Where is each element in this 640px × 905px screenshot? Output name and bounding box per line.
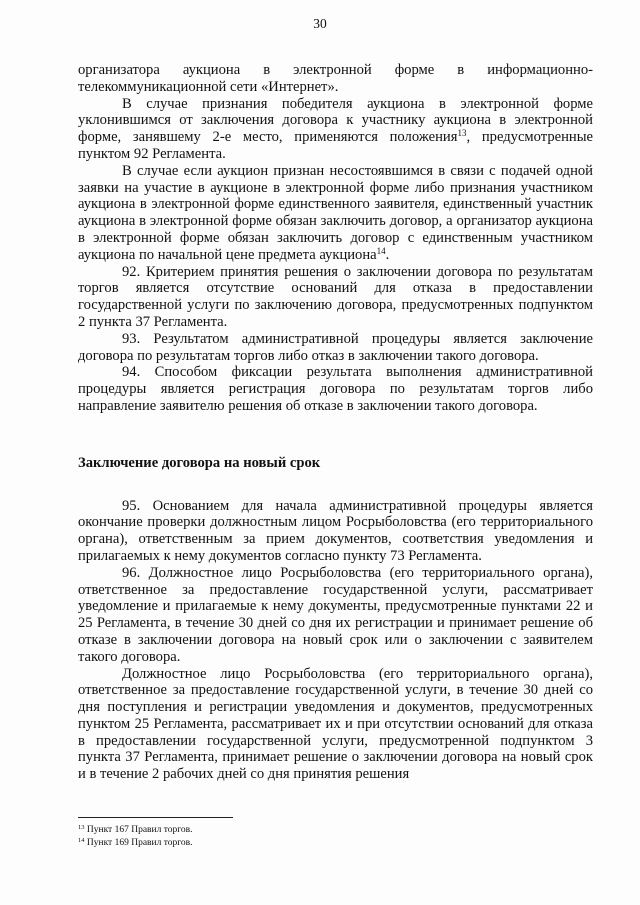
- paragraph-93: 93. Результатом административной процедуры является заключение договора по результатам торгов либо отказ в заключении такого договора.: [78, 330, 593, 364]
- page-number: 30: [313, 16, 327, 31]
- paragraph-text-tail: .: [385, 246, 390, 263]
- footnote-separator: [78, 817, 233, 818]
- paragraph-94: 94. Способом фиксации результата выполнения административной процедуры является регистрация договора по результатам торгов либо направление заявителю решения об отказе в заключении такого договора.: [78, 364, 593, 414]
- body-text: [78, 62, 593, 783]
- footnote-ref-14[interactable]: 14: [376, 245, 386, 256]
- paragraph-responsible-official: Должностное лицо Росрыболовства (его территориального органа), ответственное за предоставление государственной услуги, в течение 30 дней со дня поступления и регистрации уведомления и документов, предусмотренных пунктом 25 Регламента, рассматривает их и при отсутствии оснований для отказа в предоставлении государственной услуги, предусмотренной подпунктом 3 пункта 37 Регламента, принимает решение о заключении договора на новый срок и в течение 2 рабочих дней со дня принятия решения: [78, 665, 593, 783]
- footnotes: [78, 824, 593, 849]
- footnote-ref-13[interactable]: 13: [457, 128, 467, 139]
- footnote-item: [78, 824, 593, 837]
- paragraph-95: 95. Основанием для начала административной процедуры является окончание проверки должностным лицом Росрыболовства (его территориального органа), ответственным за прием документов, соответствия уведомления и прилагаемых к нему документов согласно пункту 73 Регламента.: [78, 497, 593, 564]
- footnote-number: 13: [78, 824, 85, 831]
- paragraph-winner-evasion: [78, 96, 593, 163]
- footnote-text: Пункт 169 Правил торгов.: [86, 837, 193, 848]
- paragraph-continuation: организатора аукциона в электронной форме в информационно-телекоммуникационной сети «Интернет».: [78, 62, 593, 95]
- paragraph-text: В случае если аукцион признан несостоявшимся в связи с подачей одной заявки на участие в аукционе в электронной форме либо признания участником аукциона в электронной форме единственного заявителя, единственный участник аукциона в электронной форме обязан заключить договор, а организатор аукциона в электронной форме обязан заключить договор с единственным участником аукциона по начальной цене предмета аукциона: [78, 162, 593, 263]
- paragraph-text: В случае признания победителя аукциона в электронной форме уклонившимся от заключения договора к участнику аукциона в электронной форме, занявшему 2-е место, применяются положения: [78, 95, 593, 146]
- paragraph-text-tail: , предусмотренные пунктом 92 Регламента.: [78, 129, 594, 162]
- footnote-text: Пункт 167 Правил торгов.: [86, 825, 193, 835]
- footnote-item: [78, 837, 593, 850]
- paragraph-single-bidder: [78, 163, 593, 264]
- section-heading: Заключение договора на новый срок: [78, 454, 321, 471]
- paragraph-96: 96. Должностное лицо Росрыболовства (его территориального органа), ответственное за предоставление государственной услуги, рассматривает уведомление и прилагаемые к нему документы, предусмотренные пунктами 22 и 25 Регламента, в течение 30 дней со дня их регистрации и принимает решение об отказе в заключении договора на новый срок или о заключении с заявителем такого договора.: [78, 564, 593, 665]
- footnote-number: 14: [78, 836, 85, 844]
- paragraph-92: 92. Критерием принятия решения о заключении договора по результатам торгов является отсутствие оснований для отказа в предоставлении государственной услуги по заключению договора, предусмотренных подпунктом 2 пункта 37 Регламента.: [78, 263, 593, 330]
